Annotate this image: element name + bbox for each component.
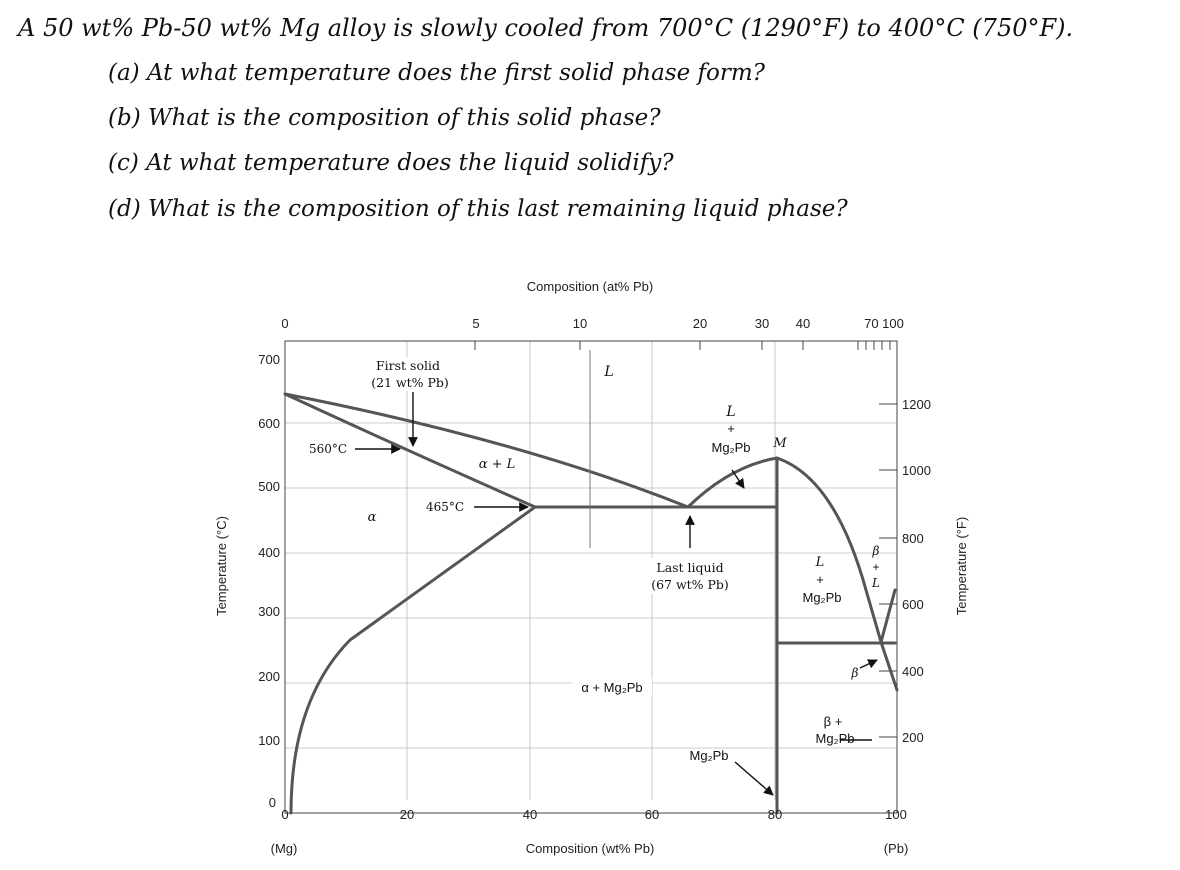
l-mg2pb-right-L: L — [815, 555, 825, 570]
left-tick: 400 — [258, 545, 280, 560]
grid — [285, 341, 897, 800]
question-c: (c) At what temperature does the liquid solidify? — [108, 150, 674, 176]
pb-end-label: (Pb) — [883, 841, 909, 856]
alpha-plus-liquid-label: α + L — [478, 457, 516, 472]
right-tick: 1000 — [902, 463, 931, 478]
l-mg2pb-right-plus: + — [816, 572, 824, 587]
first-solid-label: First solid — [376, 358, 440, 373]
plot-frame — [285, 341, 897, 813]
beta-region-label: β — [851, 666, 859, 680]
liquid-region-label: L — [604, 364, 614, 380]
left-tick: 300 — [258, 604, 280, 619]
bottom-tick: 20 — [399, 807, 415, 822]
left-tick: 600 — [258, 416, 280, 431]
bottom-axis-title: Composition (wt% Pb) — [525, 841, 655, 856]
right-tick: 600 — [902, 597, 924, 612]
beta-mg2pb-line2: Mg₂Pb — [815, 731, 855, 746]
right-tick: 1200 — [902, 397, 931, 412]
beta-mg2pb-line1: β + — [823, 714, 843, 729]
left-tick: 500 — [258, 479, 280, 494]
mg2pb-arrow — [735, 762, 773, 795]
congruent-point-M: M — [773, 436, 787, 451]
liquidus-mg2pb-right — [777, 458, 881, 642]
last-liquid-composition: (67 wt% Pb) — [651, 577, 729, 592]
top-tick-70-100: 70 100 — [864, 316, 904, 331]
beta-plus-liquid-beta: β — [872, 544, 880, 558]
top-axis-ticks — [475, 341, 890, 350]
left-tick: 100 — [258, 733, 280, 748]
question-b: (b) What is the composition of this solid phase? — [108, 105, 661, 131]
l-mg2pb-region-L: L — [726, 404, 736, 420]
top-tick-40: 40 — [795, 316, 811, 331]
bottom-tick: 0 — [281, 807, 289, 822]
temp-465-label: 465°C — [425, 500, 465, 514]
mg-end-label: (Mg) — [270, 841, 298, 856]
first-solid-composition: (21 wt% Pb) — [371, 375, 449, 390]
l-mg2pb-right-compound: Mg₂Pb — [802, 590, 842, 605]
alpha-region-label: α — [367, 510, 377, 525]
top-tick-10: 10 — [572, 316, 588, 331]
question-a: (a) At what temperature does the first solid phase form? — [108, 60, 766, 86]
beta-plus-liquid-L: L — [872, 576, 880, 590]
right-axis-ticks — [879, 404, 897, 737]
liquidus-mg2pb-left — [688, 458, 777, 507]
left-axis-title: Temperature (°C) — [214, 516, 229, 616]
bottom-tick: 60 — [644, 807, 660, 822]
beta-arrow — [860, 660, 877, 668]
question-d: (d) What is the composition of this last remaining liquid phase? — [108, 196, 848, 222]
alpha-mg2pb-region-label: α + Mg₂Pb — [581, 680, 643, 695]
left-tick: 700 — [258, 352, 280, 367]
l-mg2pb-arrow — [732, 470, 744, 488]
left-tick: 0 — [268, 795, 276, 810]
beta-plus-liquid-plus: + — [872, 560, 880, 574]
annotation-arrows — [355, 392, 880, 795]
problem-statement: A 50 wt% Pb-50 wt% Mg alloy is slowly cooled from 700°C (1290°F) to 400°C (750°F). — [18, 14, 1074, 42]
right-tick: 800 — [902, 531, 924, 546]
l-mg2pb-region-plus: + — [727, 421, 735, 436]
last-liquid-label: Last liquid — [656, 560, 724, 575]
bottom-tick: 80 — [767, 807, 783, 822]
bottom-tick: 100 — [885, 807, 907, 822]
top-tick-0: 0 — [281, 316, 289, 331]
beta-boundary — [881, 590, 895, 642]
top-tick-5: 5 — [472, 316, 480, 331]
top-axis-title: Composition (at% Pb) — [526, 279, 654, 294]
bottom-tick: 40 — [522, 807, 538, 822]
mg2pb-compound-label: Mg₂Pb — [689, 748, 729, 763]
left-tick: 200 — [258, 669, 280, 684]
top-tick-30: 30 — [754, 316, 770, 331]
right-tick: 400 — [902, 664, 924, 679]
temp-560-label: 560°C — [308, 442, 348, 456]
l-mg2pb-region-compound: Mg₂Pb — [711, 440, 751, 455]
top-tick-20: 20 — [692, 316, 708, 331]
right-tick: 200 — [902, 730, 924, 745]
right-axis-title: Temperature (°F) — [954, 516, 969, 616]
